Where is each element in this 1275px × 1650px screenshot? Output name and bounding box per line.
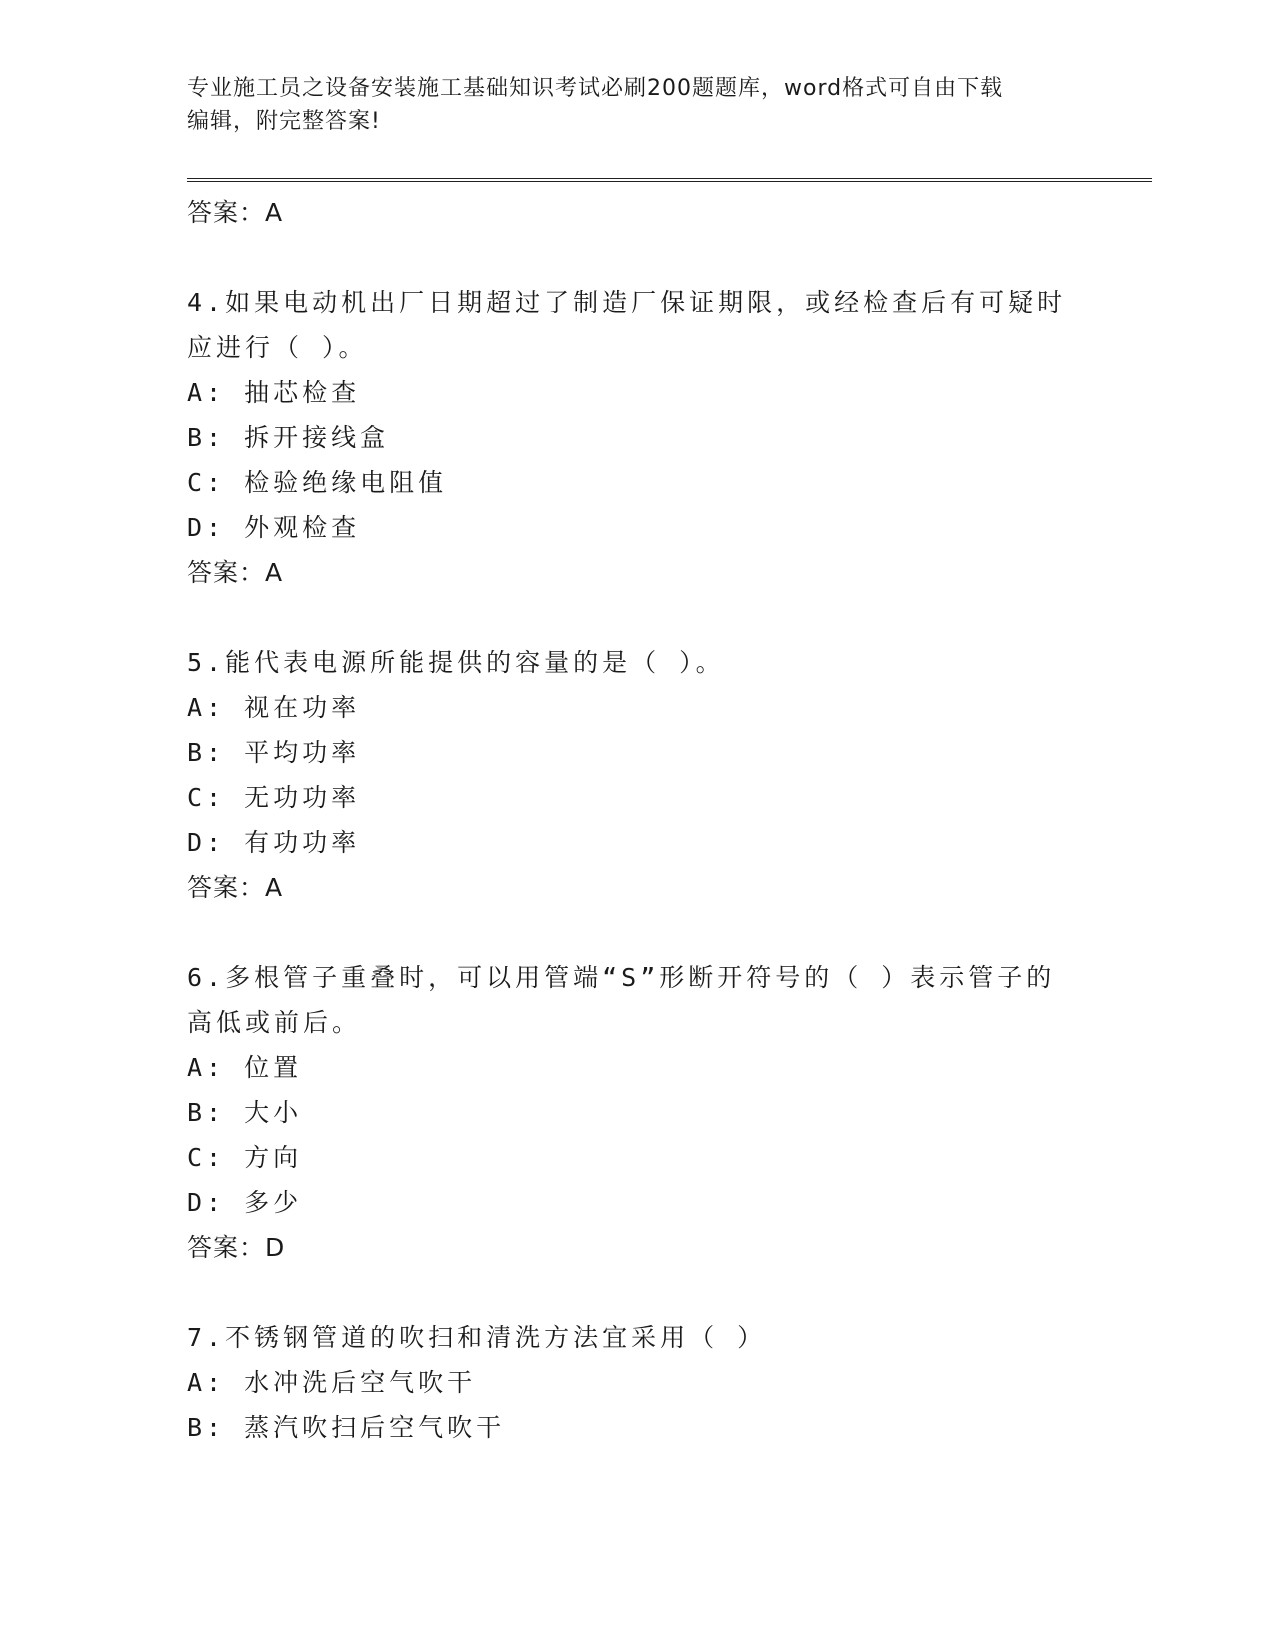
option-c: C: 检验绝缘电阻值 xyxy=(187,468,448,497)
answer: 答案：D xyxy=(187,1233,286,1262)
option-a: A: 抽芯检查 xyxy=(187,378,361,407)
spacer xyxy=(187,595,1087,640)
option-a: A: 视在功率 xyxy=(187,693,361,722)
option-c: C: 无功功率 xyxy=(187,783,361,812)
option-d: D: 有功功率 xyxy=(187,828,361,857)
option-d: D: 外观检查 xyxy=(187,513,361,542)
document-header xyxy=(187,72,1087,138)
answer: 答案：A xyxy=(187,558,284,587)
header-line-2: 编辑，附完整答案! xyxy=(187,109,381,134)
option-b: B: 平均功率 xyxy=(187,738,361,767)
option-b: B: 拆开接线盒 xyxy=(187,423,390,452)
spacer xyxy=(187,1270,1087,1315)
header-divider xyxy=(187,178,1152,182)
question-stem-cont: 应进行（ ）。 xyxy=(187,333,368,362)
question-stem: 6.多根管子重叠时，可以用管端“S”形断开符号的（ ）表示管子的 xyxy=(187,963,1056,992)
question-stem: 4.如果电动机出厂日期超过了制造厂保证期限，或经检查后有可疑时 xyxy=(187,288,1067,317)
option-b: B: 大小 xyxy=(187,1098,303,1127)
question-stem: 7.不锈钢管道的吹扫和清洗方法宜采用（ ） xyxy=(187,1323,767,1352)
question-stem-cont: 高低或前后。 xyxy=(187,1008,362,1037)
option-c: C: 方向 xyxy=(187,1143,303,1172)
question-4 xyxy=(187,280,1087,595)
header-line-1: 专业施工员之设备安装施工基础知识考试必刷200题题库，word格式可自由下载 xyxy=(187,76,1004,101)
question-list xyxy=(187,190,1087,1450)
question-5 xyxy=(187,640,1087,910)
spacer xyxy=(187,235,1087,280)
option-a: A: 水冲洗后空气吹干 xyxy=(187,1368,477,1397)
question-stem: 5.能代表电源所能提供的容量的是（ ）。 xyxy=(187,648,725,677)
question-7 xyxy=(187,1315,1087,1450)
answer: 答案：A xyxy=(187,873,284,902)
spacer xyxy=(187,910,1087,955)
question-6 xyxy=(187,955,1087,1270)
answer-q3: 答案：A xyxy=(187,198,284,227)
option-a: A: 位置 xyxy=(187,1053,303,1082)
option-b: B: 蒸汽吹扫后空气吹干 xyxy=(187,1413,506,1442)
option-d: D: 多少 xyxy=(187,1188,303,1217)
